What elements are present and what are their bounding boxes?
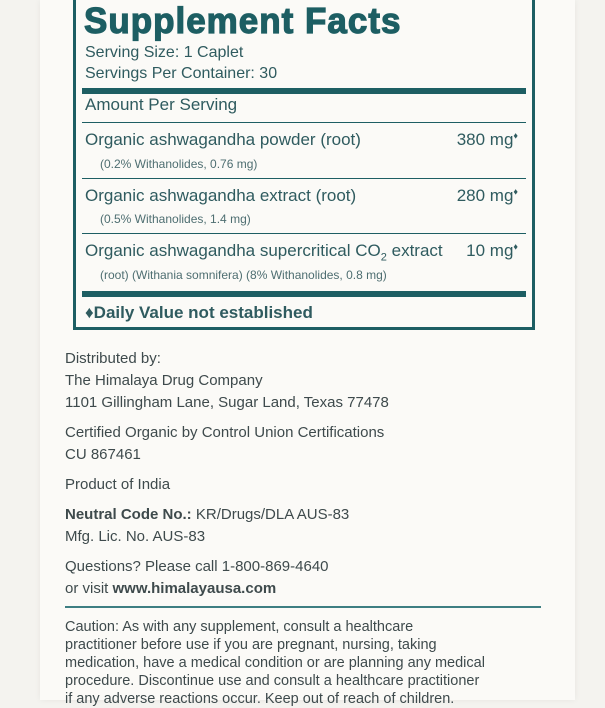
caution-text [65, 618, 547, 708]
distributed-by-label: Distributed by: [65, 350, 161, 367]
rule [82, 233, 526, 234]
dv-mark: ♦ [513, 241, 518, 252]
rule [82, 122, 526, 123]
ingredient-detail: (root) (Withania somnifera) (8% Withanolides, 0.8 mg) [100, 268, 387, 282]
website-line: or visit www.himalayausa.com [65, 580, 277, 597]
dv-mark: ♦ [513, 186, 518, 197]
caution-line: if any adverse reactions occur. Keep out of reach of children. [65, 691, 455, 707]
ingredient-name: Organic ashwagandha powder (root) [85, 130, 361, 149]
country-of-origin: Product of India [65, 476, 171, 493]
certification: Certified Organic by Control Union Certifications [65, 424, 385, 441]
servings-per-container: Servings Per Container: 30 [85, 65, 278, 82]
facts-title: Supplement Facts [84, 1, 402, 42]
ingredient-detail: (0.5% Withanolides, 1.4 mg) [100, 212, 251, 226]
company-address: 1101 Gillingham Lane, Sugar Land, Texas 77478 [65, 394, 389, 411]
company-name: The Himalaya Drug Company [65, 372, 263, 389]
caution-line: procedure. Discontinue use and consult a healthcare practitioner [65, 673, 480, 689]
mfg-license: Mfg. Lic. No. AUS-83 [65, 528, 206, 545]
supplement-facts-box [73, 0, 535, 330]
caution-line: practitioner before use if you are pregnant, nursing, taking [65, 637, 437, 653]
amount-per-serving: Amount Per Serving [85, 95, 238, 114]
thick-rule-top [82, 88, 526, 94]
ingredient-amount: 10 mg♦ [466, 241, 518, 260]
ingredient-name: Organic ashwagandha supercritical $CO_2$ extract [85, 241, 443, 264]
ingredient-amount: 380 mg♦ [456, 130, 518, 149]
ingredient-detail: (0.2% Withanolides, 0.76 mg) [100, 157, 258, 171]
daily-value-note: ♦Daily Value not established [85, 303, 313, 322]
serving-size: Serving Size: 1 Caplet [85, 44, 244, 61]
rule [82, 178, 526, 179]
certification-number: CU 867461 [65, 446, 141, 463]
neutral-code: Neutral Code No.: KR/Drugs/DLA AUS-83 [65, 506, 350, 523]
caution-line: medication, have a medical condition or are planning any medical [65, 655, 485, 671]
questions-phone: Questions? Please call 1-800-869-4640 [65, 558, 329, 575]
website-link[interactable]: www.himalayausa.com [112, 580, 277, 597]
ingredient-name: Organic ashwagandha extract (root) [85, 186, 357, 205]
ingredient-amount: 280 mg♦ [456, 186, 518, 205]
caution-line: Caution: As with any supplement, consult a healthcare [65, 619, 414, 635]
divider [65, 606, 541, 608]
thick-rule-bottom [82, 291, 526, 297]
dv-mark: ♦ [513, 130, 518, 141]
